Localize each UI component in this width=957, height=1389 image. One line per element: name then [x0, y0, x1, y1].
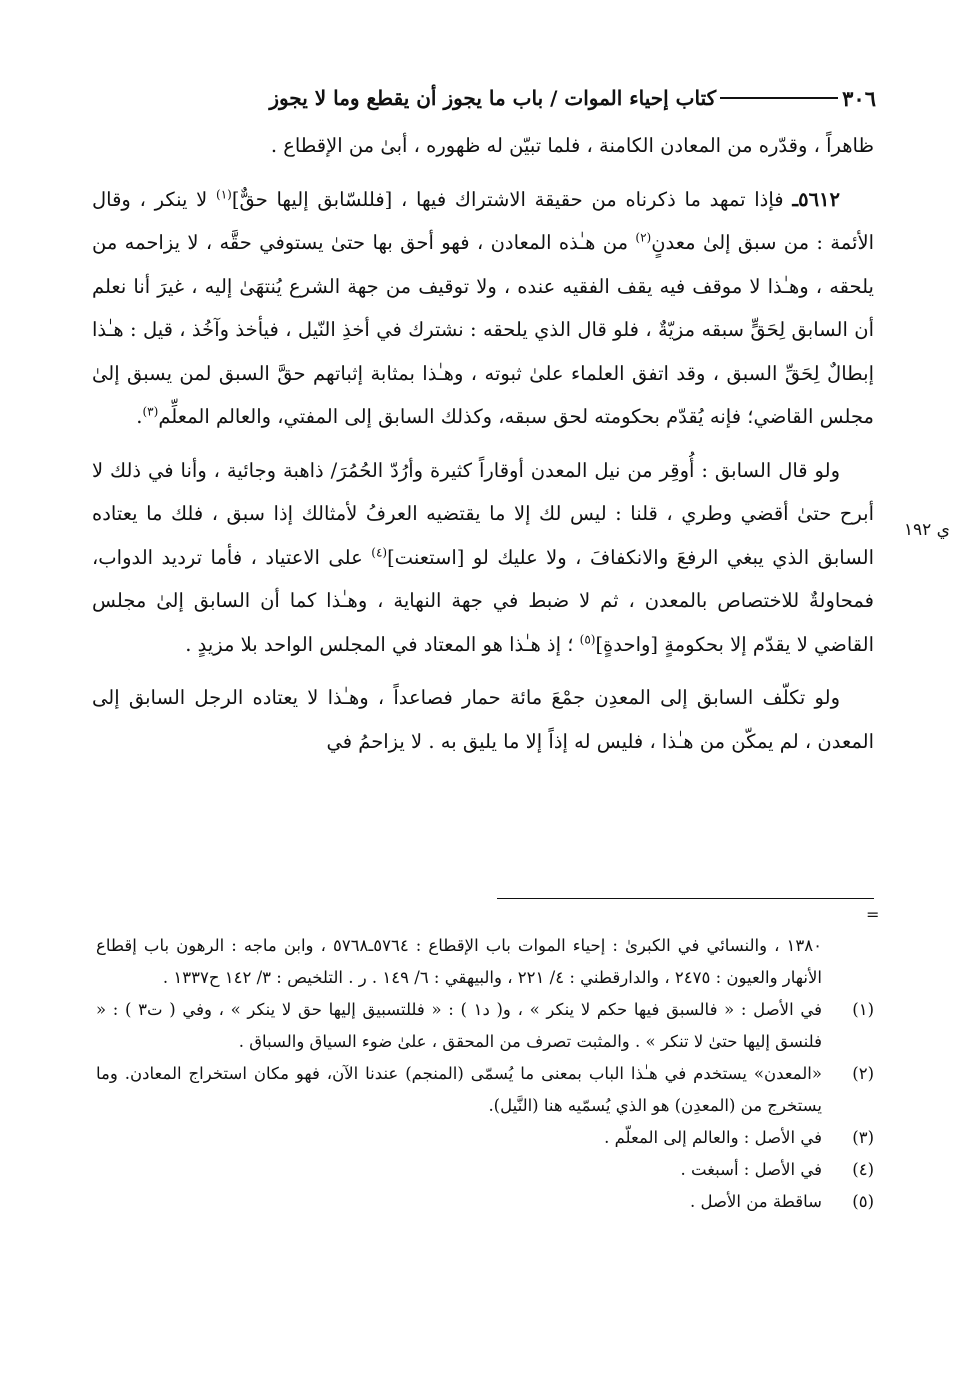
continuation-marker: = — [866, 905, 880, 924]
running-header — [98, 78, 876, 118]
footnote-ref: (٥) — [579, 632, 596, 646]
footnote-ref: (٣) — [142, 404, 159, 419]
footnote-text: في الأصل : « فالسبق فيها حكم لا ينكر » ، و( د١ ) : « فللتسبيق إليها حق لا ينكر » ، وفي ( ت٣ ) : « فلنسق إليها حتىٰ لا تنكر » . والمثبت تصرف من المحقق ، علىٰ ضوء السياق والسباق . — [96, 1000, 822, 1051]
footnote — [96, 994, 874, 1058]
paragraph-text: . — [136, 405, 143, 428]
page-number: ٣٠٦ — [842, 85, 876, 111]
paragraph-text: لا ينكر ، وقال الأئمة : من سبق إلىٰ معدنٍ — [92, 187, 874, 254]
footnote-number: (٣) — [852, 1128, 874, 1147]
footnote-number: (٢) — [852, 1064, 874, 1083]
footnote-text: في الأصل : أسبغت . — [680, 1160, 822, 1179]
footnote-ref: (٢) — [635, 230, 652, 245]
paragraph-text: ولو تكلّف السابق إلى المعدِن جمْعَ مائة حمار فصاعداً ، وهـٰذا لا يعتاده الرجل السابق إلى المعدن ، لم يمكّن من هـٰذا ، فليس له إذاً إلا ما يليق به . لا يزاحمُ في — [92, 686, 874, 753]
paragraph-text: من هـٰذه المعادن ، فهو أحق بها حتىٰ يستوفي حقَّه ، لا يزاحمه من يلحقه ، وهـٰذا لا موقف فيه يقف الفقيه عنده ، ولا توقيف من جهة الشرع يُنتهَىٰ إليه ، غيرَ أنا نعلم أن السابق لِحَقٍّ سبقه مزيّةٌ ، فلو قال الذي يلحقه : نشترك في أخذِ النّيل ، فيأخذ وآخُذ ، قيل : هـٰذا إبطالٌ لِحَقِّ السبق ، وقد اتفق العلماء علىٰ ثبوته ، وهـٰذا بمثابة إثباتهم حقَّ السبق لمن يسبق إلىٰ مجلس القاضي؛ فإنه يُقدّم بحكومته لحق سبقه، وكذلك السابق إلى المفتي، والعالم المعلِّم — [92, 231, 874, 428]
footnote — [96, 1154, 874, 1186]
footnote — [96, 1058, 874, 1122]
manuscript-page-note: ي ١٩٢ — [903, 520, 950, 540]
footnote-number: (١) — [852, 1000, 874, 1019]
running-title: كتاب إحياء الموات / باب ما يجوز أن يقطع وما لا يجوز — [269, 86, 717, 110]
footnote-number: (٤) — [852, 1160, 874, 1179]
footnote-separator — [497, 898, 874, 899]
paragraph-text: ؛ إذ هـٰذا هو المعتاد في المجلس الواحد بلا مزيدٍ . — [185, 632, 580, 656]
footnote-text: «المعدن» يستخدم في هـٰذا الباب بمعنى ما يُسمّى (المنجم) عندنا الآن، فهو مكان استخراج المعادن. وما يستخرج من (المعدِن) هو الذي يُسمّيه هنا (النَّيل). — [96, 1064, 822, 1115]
footnote-continuation — [96, 930, 874, 994]
footnote-number: (٥) — [852, 1192, 874, 1211]
paragraph — [92, 676, 874, 763]
footnote-ref: (١) — [216, 187, 232, 201]
footnote-text: ساقطة من الأصل . — [690, 1192, 822, 1211]
paragraph — [92, 124, 874, 168]
paragraph-text: فإذا تمهد ما ذكرناه من حقيقة الاشتراك فيها ، [فللسّابق إليها حقٌّ] — [231, 187, 784, 211]
paragraph-text: ظاهراً ، وقدّره من المعادن الكامنة ، فلما تبيّن له ظهوره ، أبىٰ من الإقطاع . — [270, 134, 874, 157]
paragraph-number: ٥٦١٢ـ — [792, 187, 840, 211]
footnote — [96, 1122, 874, 1154]
paragraph-text: ولو قال السابق : أُوقِر من نيل المعدن أوقاراً كثيرة وأرُدّ الحُمُرَ/ ذاهبة وجائية ، وأنا في ذلك لا أبرح حتىٰ أقضي وطري ، قلنا : ليس لك إلا ما يقتضيه العرفُ لأمثالك إذا سبق ، فلك ما يعتاده السابق الذي يبغي الرفعَ والانكفافَ ، ولا عليك لو [استعنت] — [92, 458, 874, 569]
paragraph — [92, 178, 874, 439]
paragraph-text: على الاعتياد ، فأما ترديد الدواب، فمحاولةٌ للاختصاص بالمعدن ، ثم لا ضبط في جهة النهاية ، وهـٰذا كما أن السابق إلىٰ مجلس القاضي لا يقدّم إلا بحكومةٍ [واحدةٍ] — [92, 545, 874, 656]
footnote-ref: (٤) — [371, 545, 388, 559]
main-text — [92, 124, 874, 773]
footnote-text: ١٣٨٠ ، والنسائي في الكبرىٰ : إحياء الموات باب الإقطاع : ٥٧٦٤ـ٥٧٦٨ ، وابن ماجه : الرهون باب إقطاع الأنهار والعيون : ٢٤٧٥ ، والدارقطني : ٤/ ٢٢١ ، والبيهقي : ٦/ ١٤٩ . ر . التلخيص : ٣/ ١٤٢ ح١٣٣٧ . — [96, 936, 822, 987]
paragraph — [92, 449, 874, 667]
header-rule — [720, 97, 838, 99]
footnote — [96, 1186, 874, 1218]
footnote-text: في الأصل : والعالم إلى المعلّم . — [604, 1128, 822, 1147]
footnotes — [96, 930, 874, 1218]
